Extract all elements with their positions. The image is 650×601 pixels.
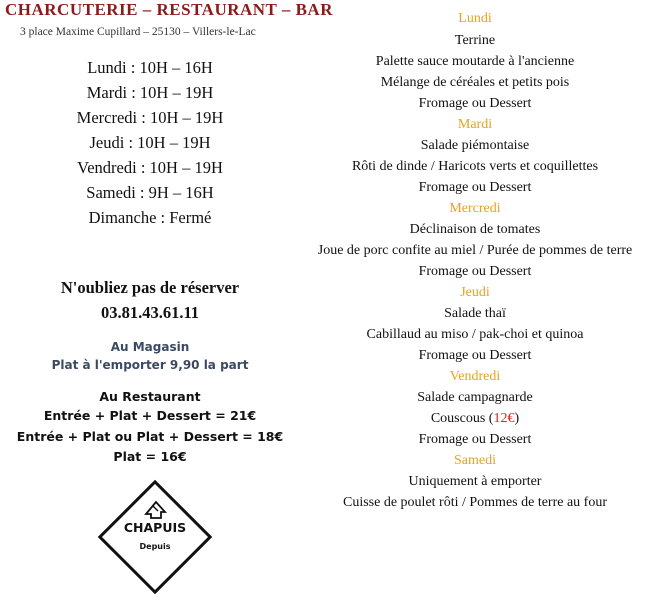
menu-item: Salade piémontaise (420, 138, 530, 153)
magasin-takeaway-price: Plat à l'emporter 9,90 la part (51, 358, 249, 372)
day-mardi: Mardi (457, 117, 493, 132)
day-mercredi: Mercredi (449, 201, 501, 216)
menu-item: Salade campagnarde (417, 390, 533, 405)
magasin-heading: Au Magasin (110, 340, 190, 354)
hours-wednesday: Mercredi : 10H – 19H (76, 108, 224, 127)
price-highlight: 12€ (493, 411, 515, 426)
hours-monday: Lundi : 10H – 16H (87, 58, 213, 77)
hours-friday: Vendredi : 10H – 19H (77, 158, 223, 177)
menu-item: Salade thaï (444, 306, 506, 321)
menu-item: Mélange de céréales et petits pois (380, 75, 570, 90)
restaurant-heading: Au Restaurant (99, 389, 201, 404)
business-title: CHARCUTERIE – RESTAURANT – BAR (5, 0, 333, 19)
menu-item: Rôti de dinde / Haricots verts et coquillettes (351, 159, 599, 174)
reservation-text: N'oubliez pas de réserver (60, 278, 240, 297)
hours-thursday: Jeudi : 10H – 19H (89, 133, 211, 152)
menu-item-label-end: ) (514, 411, 520, 426)
day-jeudi: Jeudi (460, 285, 490, 300)
menu-item: Uniquement à emporter (408, 474, 542, 489)
menu-item: Fromage ou Dessert (418, 348, 532, 363)
restaurant-formula-full: Entrée + Plat + Dessert = 21€ (43, 408, 257, 423)
day-samedi: Samedi (454, 453, 496, 468)
menu-item: Terrine (454, 33, 496, 48)
menu-item: Joue de porc confite au miel / Purée de pommes de terre (317, 243, 633, 258)
day-lundi: Lundi (458, 11, 492, 26)
menu-item: Déclinaison de tomates (409, 222, 541, 237)
menu-item: Fromage ou Dessert (418, 96, 532, 111)
menu-item-label: Couscous ( (430, 411, 494, 426)
menu-item: Palette sauce moutarde à l'ancienne (375, 54, 575, 69)
menu-item: Fromage ou Dessert (418, 432, 532, 447)
restaurant-formula-plat: Plat = 16€ (113, 449, 187, 464)
logo-name: CHAPUIS (123, 520, 187, 535)
menu-item: Fromage ou Dessert (418, 264, 532, 279)
day-vendredi: Vendredi (449, 369, 501, 384)
menu-item-couscous (300, 411, 650, 427)
hours-saturday: Samedi : 9H – 16H (86, 183, 214, 202)
hours-sunday: Dimanche : Fermé (88, 208, 212, 227)
address: 3 place Maxime Cupillard – 25130 – Villers-le-Lac (20, 26, 256, 38)
menu-item: Cuisse de poulet rôti / Pommes de terre au four (343, 495, 607, 510)
logo-diamond (96, 478, 214, 596)
menu-item: Cabillaud au miso / pak-choi et quinoa (366, 327, 584, 342)
restaurant-formula-two: Entrée + Plat ou Plat + Dessert = 18€ (16, 429, 284, 444)
logo-sub: Depuis (139, 542, 171, 551)
chapuis-logo (96, 478, 214, 596)
menu-item: Fromage ou Dessert (418, 180, 532, 195)
hours-tuesday: Mardi : 10H – 19H (86, 83, 214, 102)
reservation-phone[interactable]: 03.81.43.61.11 (100, 303, 200, 322)
